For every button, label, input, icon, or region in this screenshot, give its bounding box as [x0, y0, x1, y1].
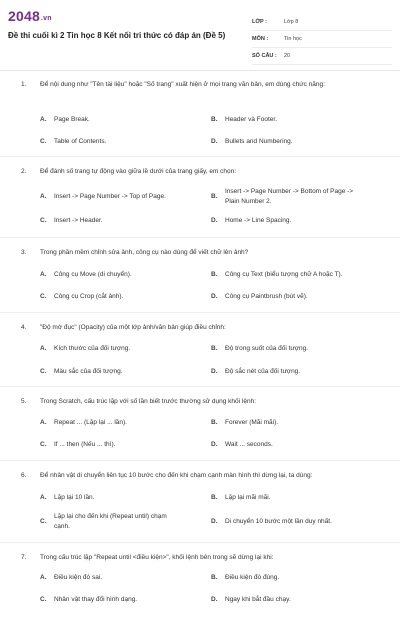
meta-row-class [252, 14, 392, 31]
option-text: Công cụ Text (biểu tượng chữ A hoặc T). [225, 271, 343, 278]
option-label: B. [211, 574, 218, 581]
question-number: 6. [21, 472, 27, 479]
option-label: D. [211, 217, 218, 224]
question-number: 3. [21, 249, 27, 256]
option-text: Wait ... seconds. [225, 441, 273, 448]
option-text: If ... then (Nếu ... thì). [54, 441, 116, 448]
option-text: Forever (Mãi mãi). [225, 419, 279, 426]
option-label: C. [40, 138, 47, 145]
question-number: 2. [21, 168, 27, 175]
option-text: Header và Footer. [225, 116, 278, 123]
option-text: Lặp lại 10 lần. [54, 494, 95, 501]
meta-value-subject: Tin học [284, 36, 302, 42]
option-label: A. [40, 574, 47, 581]
meta-row-subject [252, 31, 392, 48]
question-number: 4. [21, 324, 27, 331]
meta-value-class: Lớp 8 [284, 19, 299, 25]
option-label: C. [40, 441, 47, 448]
option-label: D. [211, 441, 218, 448]
option-label: B. [211, 193, 218, 200]
option-text: Insert -> Page Number -> Top of Page. [54, 193, 166, 200]
option-text: Bullets and Numbering. [225, 138, 293, 145]
option-label: A. [40, 271, 47, 278]
option-label: C. [40, 368, 47, 375]
option-label: A. [40, 193, 47, 200]
option-label: A. [40, 116, 47, 123]
option-label: D. [211, 293, 218, 300]
question-text: Để nhân vật di chuyển liên tục 10 bước cho đến khi chạm cạnh màn hình thì dừng lại, ta dùng: [40, 472, 313, 479]
option-text: Công cụ Crop (cắt ảnh). [54, 293, 124, 300]
option-text: Home -> Line Spacing. [225, 217, 292, 224]
question-text: Trong Scratch, cấu trúc lặp với số lần biết trước thường sử dụng khối lệnh: [40, 398, 257, 405]
option-text: Nhân vật thay đổi hình dạng. [54, 596, 138, 603]
option-label: D. [211, 138, 218, 145]
meta-value-count: 20 [284, 53, 291, 59]
option-label: C. [40, 518, 47, 525]
question-text: Trong phần mềm chỉnh sửa ảnh, công cụ nào dùng để viết chữ lên ảnh? [40, 249, 249, 256]
meta-key-count: SỐ CÂU : [252, 53, 277, 59]
question-number: 7. [21, 554, 27, 561]
option-text: Page Break. [54, 116, 90, 123]
question-4 [0, 313, 400, 387]
logo-main: 2048 [8, 8, 40, 24]
option-text: Table of Contents. [54, 138, 107, 145]
option-text: Di chuyển 10 bước một lần duy nhất. [225, 518, 332, 525]
question-5 [0, 387, 400, 461]
meta-key-class: LỚP : [252, 19, 267, 25]
option-label: D. [211, 596, 218, 603]
question-list [0, 70, 400, 628]
option-text: Công cụ Move (di chuyển). [54, 271, 132, 278]
option-text: Kích thước của đối tượng. [54, 345, 131, 352]
question-number: 1. [21, 81, 27, 88]
option-label: C. [40, 293, 47, 300]
question-3 [0, 238, 400, 313]
question-6 [0, 461, 400, 543]
option-text: Công cụ Paintbrush (bút vẽ). [225, 293, 308, 300]
question-text: Để nội dung như "Tên tài liệu" hoặc "Số trang" xuất hiện ở mọi trang văn bản, em dùng chức năng: [40, 81, 325, 88]
option-label: B. [211, 419, 218, 426]
option-text: Điều kiện đó đúng. [225, 574, 280, 581]
option-text: Lặp lại mãi mãi. [225, 494, 271, 501]
question-1 [0, 70, 400, 157]
option-text: Màu sắc của đối tượng. [54, 368, 123, 375]
option-label: B. [211, 271, 218, 278]
exam-meta [252, 14, 392, 65]
question-7 [0, 543, 400, 628]
option-label: C. [40, 596, 47, 603]
page-header [0, 0, 400, 71]
meta-row-count [252, 48, 392, 65]
site-logo[interactable] [8, 8, 52, 24]
meta-key-subject: MÔN : [252, 36, 269, 42]
option-label: B. [211, 345, 218, 352]
option-label: A. [40, 419, 47, 426]
question-number: 5. [21, 398, 27, 405]
option-text: Insert -> Header. [54, 217, 103, 224]
option-text: Độ trong suốt của đối tượng. [225, 345, 309, 352]
option-text: Ngay khi bắt đầu chạy. [225, 596, 291, 603]
question-2 [0, 157, 400, 238]
option-text: Insert -> Page Number -> Bottom of Page -> Plain Number 2. [225, 188, 354, 205]
option-label: A. [40, 345, 47, 352]
option-label: B. [211, 494, 218, 501]
option-text: Độ sắc nét của đối tượng. [225, 368, 301, 375]
question-text: Trong cấu trúc lặp "Repeat until <điều kiện>", khối lệnh bên trong sẽ dừng lại khi: [40, 554, 274, 561]
option-text: Repeat ... (Lặp lại ... lần). [54, 419, 127, 426]
question-text: "Độ mờ đục" (Opacity) của một lớp ảnh/văn bản giúp điều chỉnh: [40, 324, 226, 331]
logo-sub: .vn [40, 15, 52, 22]
option-label: B. [211, 116, 218, 123]
option-text: Điều kiện đó sai. [54, 574, 103, 581]
page-title: Đề thi cuối kì 2 Tin học 8 Kết nối tri thức có đáp án (Đề 5) [8, 31, 226, 40]
option-text: Lặp lại cho đến khi (Repeat until) chạm cạnh. [54, 513, 167, 530]
option-label: A. [40, 494, 47, 501]
option-label: D. [211, 518, 218, 525]
option-label: C. [40, 217, 47, 224]
option-label: D. [211, 368, 218, 375]
question-text: Để đánh số trang tự động vào giữa lề dưới của trang giấy, em chọn: [40, 168, 237, 175]
